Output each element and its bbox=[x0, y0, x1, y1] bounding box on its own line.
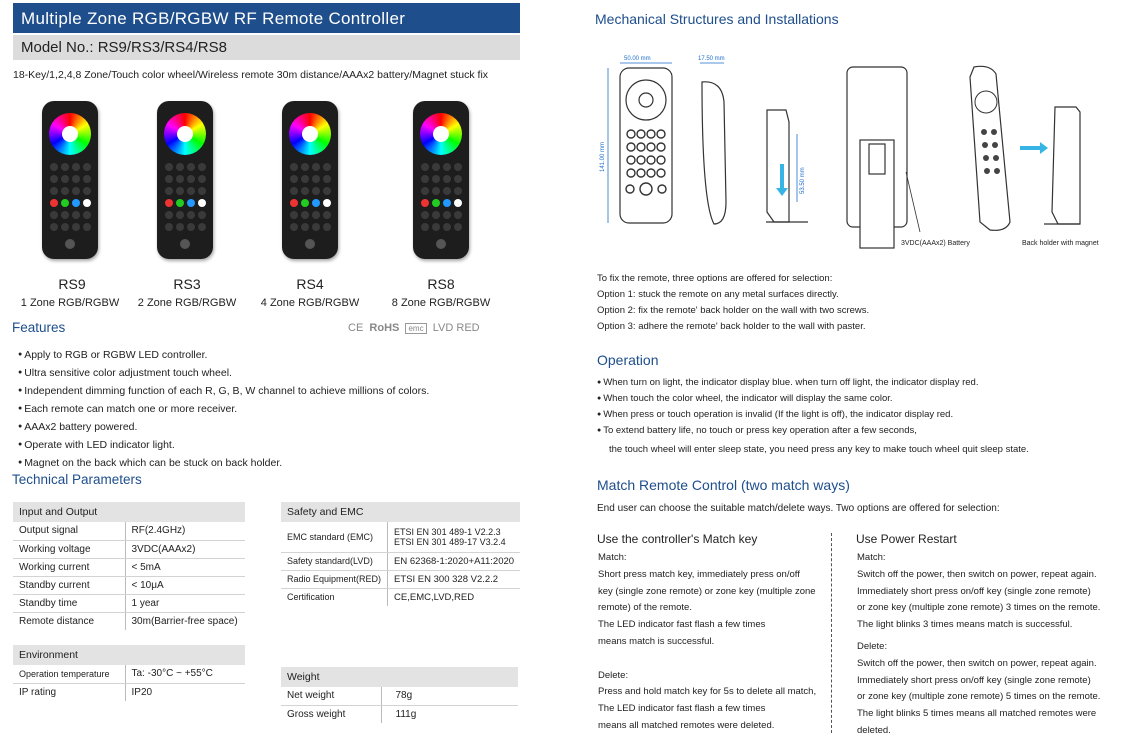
dim-screw: 53.50 mm bbox=[800, 167, 806, 194]
param-value: IP20 bbox=[131, 686, 153, 698]
match-line: Switch off the power, then switch on power, repeat again. bbox=[857, 657, 1097, 669]
power-key bbox=[65, 239, 75, 249]
remote-key bbox=[187, 211, 195, 219]
remote-key bbox=[323, 199, 331, 207]
remote-rs8-image bbox=[413, 101, 469, 259]
param-label: Output signal bbox=[13, 522, 125, 540]
product-name: RS4 bbox=[296, 276, 324, 292]
safety-title: Safety and EMC bbox=[281, 502, 520, 522]
product-name: RS3 bbox=[173, 276, 201, 292]
param-label: Radio Equipment(RED) bbox=[281, 570, 388, 588]
remote-rs3-image bbox=[157, 101, 213, 259]
certification-logos bbox=[348, 322, 480, 334]
remote-key bbox=[165, 175, 173, 183]
remote-key bbox=[187, 187, 195, 195]
match-line: The light blinks 3 times means match is successful. bbox=[857, 619, 1073, 631]
feature-item: ● AAAx2 battery powered. bbox=[18, 418, 429, 436]
match-line: The LED indicator fast flash a few times bbox=[598, 619, 766, 631]
product-desc: 2 Zone RGB/RGBW bbox=[137, 297, 237, 309]
remote-key bbox=[443, 199, 451, 207]
fix-line: Option 3: adhere the remote' back holder to the wall with paster. bbox=[597, 321, 866, 332]
param-label: Standby time bbox=[13, 594, 125, 612]
remote-key bbox=[421, 211, 429, 219]
column-divider bbox=[831, 533, 832, 733]
remote-key bbox=[421, 187, 429, 195]
remote-key bbox=[312, 199, 320, 207]
remote-key bbox=[187, 163, 195, 171]
remote-key bbox=[443, 163, 451, 171]
safety-table bbox=[281, 502, 520, 606]
match-line: Delete: bbox=[598, 669, 629, 681]
product-name: RS8 bbox=[427, 276, 455, 292]
match-line: means match is successful. bbox=[598, 635, 715, 647]
remote-key bbox=[50, 199, 58, 207]
param-value: ETSI EN 301 489-17 V3.2.4 bbox=[394, 536, 506, 547]
remote-key bbox=[165, 199, 173, 207]
match-right-title: Use Power Restart bbox=[856, 532, 957, 546]
remote-key bbox=[198, 211, 206, 219]
remote-key bbox=[432, 211, 440, 219]
io-table bbox=[13, 502, 245, 630]
param-label: Working current bbox=[13, 558, 125, 576]
remote-key bbox=[454, 187, 462, 195]
remote-key bbox=[301, 187, 309, 195]
remote-key bbox=[421, 223, 429, 231]
dim-width: 50.00 mm bbox=[624, 56, 651, 62]
match-line: remote) of the remote. bbox=[598, 602, 692, 614]
param-label: EMC standard (EMC) bbox=[281, 522, 388, 552]
remote-key bbox=[454, 211, 462, 219]
remote-key bbox=[176, 211, 184, 219]
remote-key bbox=[61, 187, 69, 195]
remote-key bbox=[432, 223, 440, 231]
param-value: CE,EMC,LVD,RED bbox=[394, 591, 475, 603]
lvd-mark: LVD bbox=[432, 322, 454, 334]
match-heading: Match Remote Control (two match ways) bbox=[597, 477, 850, 493]
remote-key bbox=[301, 211, 309, 219]
power-key bbox=[180, 239, 190, 249]
remote-key bbox=[290, 199, 298, 207]
remote-key bbox=[421, 199, 429, 207]
remote-key bbox=[61, 163, 69, 171]
spacer bbox=[598, 651, 816, 668]
remote-key bbox=[187, 223, 195, 231]
remote-key bbox=[83, 163, 91, 171]
operation-continuation: the touch wheel will enter sleep state, you need press any key to make touch wheel quit sleep state. bbox=[609, 444, 1029, 455]
remote-key bbox=[187, 175, 195, 183]
remote-key bbox=[72, 163, 80, 171]
weight-table bbox=[281, 667, 518, 723]
remote-key bbox=[312, 223, 320, 231]
remote-key bbox=[165, 187, 173, 195]
remote-key bbox=[301, 223, 309, 231]
mech-heading: Mechanical Structures and Installations bbox=[595, 11, 839, 27]
remote-key bbox=[454, 163, 462, 171]
fix-line: To fix the remote, three options are offered for selection: bbox=[597, 273, 833, 284]
match-left-steps bbox=[598, 550, 816, 735]
match-line: Short press match key, immediately press on/off bbox=[598, 568, 800, 580]
document-title: Multiple Zone RGB/RGBW RF Remote Controller bbox=[13, 3, 520, 33]
remote-key bbox=[454, 223, 462, 231]
product-name: RS9 bbox=[58, 276, 86, 292]
remote-key bbox=[301, 175, 309, 183]
battery-compartment bbox=[860, 140, 894, 248]
back-holder-outline bbox=[1052, 107, 1080, 224]
remote-key bbox=[443, 175, 451, 183]
remote-key bbox=[72, 199, 80, 207]
dim-height: 141.00 mm bbox=[600, 141, 606, 172]
match-line: Immediately short press on/off key (single zone remote) bbox=[857, 585, 1091, 597]
rohs-mark: RoHS bbox=[369, 322, 400, 334]
remote-key bbox=[50, 223, 58, 231]
operation-item: ● To extend battery life, no touch or press key operation after a few seconds, bbox=[597, 423, 978, 439]
param-label: Gross weight bbox=[281, 705, 381, 723]
features-list bbox=[18, 346, 429, 472]
match-line: deleted. bbox=[857, 724, 891, 736]
match-line: Delete: bbox=[857, 640, 888, 652]
remote-key bbox=[290, 163, 298, 171]
param-value: 3VDC(AAAx2) bbox=[125, 540, 245, 558]
param-value: < 10μA bbox=[125, 576, 245, 594]
remote-key bbox=[443, 187, 451, 195]
param-label: Net weight bbox=[281, 687, 381, 705]
holder-label: Back holder with magnet bbox=[1022, 240, 1099, 247]
remote-key bbox=[176, 175, 184, 183]
emc-mark: emc bbox=[405, 323, 426, 334]
power-key bbox=[436, 239, 446, 249]
remote-key bbox=[61, 199, 69, 207]
remote-key bbox=[176, 199, 184, 207]
match-line: Match: bbox=[857, 552, 886, 563]
match-line: Switch off the power, then switch on power, repeat again. bbox=[857, 568, 1097, 580]
tech-heading: Technical Parameters bbox=[12, 472, 142, 487]
param-value: < 5mA bbox=[125, 558, 245, 576]
remote-key bbox=[432, 187, 440, 195]
remote-key bbox=[61, 223, 69, 231]
red-mark: RED bbox=[456, 322, 480, 334]
operation-heading: Operation bbox=[597, 352, 659, 368]
remote-key bbox=[301, 163, 309, 171]
remote-key bbox=[443, 211, 451, 219]
remote-key bbox=[83, 211, 91, 219]
param-value: 1 year bbox=[125, 594, 245, 612]
environment-table bbox=[13, 645, 245, 701]
side-view-outline bbox=[702, 82, 726, 224]
remote-key bbox=[323, 187, 331, 195]
match-line: or zone key (multiple zone remote) 5 times on the remote. bbox=[857, 691, 1101, 703]
remote-key bbox=[198, 163, 206, 171]
match-line: The LED indicator fast flash a few times bbox=[598, 703, 766, 715]
battery-label: 3VDC(AAAx2) Battery bbox=[901, 240, 970, 247]
param-label: Certification bbox=[281, 588, 388, 606]
remote-key bbox=[50, 211, 58, 219]
remote-key bbox=[61, 175, 69, 183]
feature-item: ● Each remote can match one or more receiver. bbox=[18, 400, 429, 418]
remote-key bbox=[432, 163, 440, 171]
wheel-outline bbox=[626, 80, 666, 120]
feature-item: ● Apply to RGB or RGBW LED controller. bbox=[18, 346, 429, 364]
param-value: EN 62368-1:2020+A11:2020 bbox=[388, 552, 521, 570]
fix-options bbox=[597, 271, 869, 335]
feature-item: ● Ultra sensitive color adjustment touch wheel. bbox=[18, 364, 429, 382]
match-line: Match: bbox=[598, 552, 627, 563]
operation-item: ● When press or touch operation is invalid (If the light is off), the indicator display red. bbox=[597, 407, 978, 423]
feature-item: ● Magnet on the back which can be stuck on back holder. bbox=[18, 454, 429, 472]
right-arrow-icon bbox=[1020, 146, 1040, 150]
remote-key bbox=[165, 223, 173, 231]
product-desc: 1 Zone RGB/RGBW bbox=[20, 297, 120, 309]
down-arrow-icon bbox=[780, 164, 784, 188]
remote-key bbox=[323, 175, 331, 183]
remote-key bbox=[290, 187, 298, 195]
feature-item: ● Independent dimming function of each R, G, B, W channel to achieve millions of colors. bbox=[18, 382, 429, 400]
param-value: ETSI EN 301 489-1 V2.2.3 bbox=[394, 526, 501, 537]
remote-key bbox=[290, 223, 298, 231]
operation-item: ● When turn on light, the indicator display blue. when turn off light, the indicator display red. bbox=[597, 375, 978, 391]
remote-key bbox=[312, 163, 320, 171]
match-line: key (single zone remote) or zone key (multiple zone bbox=[598, 585, 816, 597]
remote-key bbox=[72, 175, 80, 183]
holder-side-outline bbox=[767, 110, 789, 222]
remote-key bbox=[290, 211, 298, 219]
remote-key bbox=[454, 175, 462, 183]
remote-key bbox=[176, 223, 184, 231]
product-desc: 8 Zone RGB/RGBW bbox=[391, 297, 491, 309]
remote-key bbox=[432, 175, 440, 183]
remote-key bbox=[323, 211, 331, 219]
match-right-steps bbox=[857, 550, 1100, 740]
dim-depth: 17.50 mm bbox=[698, 56, 725, 62]
param-label: Working voltage bbox=[13, 540, 125, 558]
match-intro: End user can choose the suitable match/delete ways. Two options are offered for selection: bbox=[597, 503, 1000, 514]
remote-rs4-image bbox=[282, 101, 338, 259]
remote-key bbox=[50, 187, 58, 195]
param-label: Standby current bbox=[13, 576, 125, 594]
remote-key bbox=[50, 163, 58, 171]
io-title: Input and Output bbox=[13, 502, 245, 522]
remote-key bbox=[198, 199, 206, 207]
remote-key bbox=[323, 163, 331, 171]
remote-key bbox=[72, 187, 80, 195]
model-number: Model No.: RS9/RS3/RS4/RS8 bbox=[13, 35, 520, 60]
remote-key bbox=[61, 211, 69, 219]
remote-key bbox=[432, 199, 440, 207]
match-line: Immediately short press on/off key (single zone remote) bbox=[857, 674, 1091, 686]
match-line: The light blinks 5 times means all matched remotes were bbox=[857, 708, 1097, 720]
remote-key bbox=[72, 211, 80, 219]
param-value: Ta: -30°C ~ +55°C bbox=[125, 665, 245, 683]
remote-key bbox=[312, 187, 320, 195]
remote-key bbox=[50, 175, 58, 183]
param-value: 78g bbox=[381, 687, 518, 705]
remote-key bbox=[312, 211, 320, 219]
match-line: or zone key (multiple zone remote) 3 times on the remote. bbox=[857, 602, 1101, 614]
remote-key bbox=[443, 223, 451, 231]
ce-mark: CE bbox=[348, 322, 364, 334]
remote-key bbox=[421, 163, 429, 171]
weight-title: Weight bbox=[281, 667, 518, 687]
match-left-title: Use the controller's Match key bbox=[597, 532, 758, 546]
fix-line: Option 1: stuck the remote on any metal surfaces directly. bbox=[597, 289, 839, 300]
remote-key bbox=[198, 175, 206, 183]
match-line: means all matched remotes were deleted. bbox=[598, 719, 775, 731]
power-key bbox=[305, 239, 315, 249]
remote-key bbox=[176, 163, 184, 171]
param-label: Operation temperature bbox=[13, 665, 125, 683]
remote-key bbox=[83, 175, 91, 183]
env-title: Environment bbox=[13, 645, 245, 665]
remote-key bbox=[72, 223, 80, 231]
param-label: Safety standard(LVD) bbox=[281, 552, 388, 570]
param-value: 30m(Barrier-free space) bbox=[131, 615, 238, 627]
remote-key bbox=[176, 187, 184, 195]
param-label: Remote distance bbox=[13, 612, 125, 630]
mechanical-drawing bbox=[590, 52, 1110, 252]
param-label: IP rating bbox=[13, 683, 125, 701]
remote-rs9-image bbox=[42, 101, 98, 259]
operation-list bbox=[597, 375, 978, 439]
remote-key bbox=[290, 175, 298, 183]
param-value: ETSI EN 300 328 V2.2.2 bbox=[388, 570, 521, 588]
remote-key bbox=[301, 199, 309, 207]
match-line: Press and hold match key for 5s to delete all match, bbox=[598, 686, 817, 698]
remote-key bbox=[83, 187, 91, 195]
remote-key bbox=[421, 175, 429, 183]
features-heading: Features bbox=[12, 320, 66, 335]
remote-key bbox=[187, 199, 195, 207]
tagline: 18-Key/1,2,4,8 Zone/Touch color wheel/Wireless remote 30m distance/AAAx2 battery/Magnet stuck fix bbox=[13, 69, 489, 81]
product-desc: 4 Zone RGB/RGBW bbox=[260, 297, 360, 309]
remote-key bbox=[198, 223, 206, 231]
param-value: 111g bbox=[395, 708, 417, 720]
remote-key bbox=[83, 223, 91, 231]
remote-key bbox=[165, 211, 173, 219]
param-value: RF(2.4GHz) bbox=[125, 522, 245, 540]
remote-key bbox=[312, 175, 320, 183]
rear-view-outline bbox=[970, 66, 1010, 230]
fix-line: Option 2: fix the remote' back holder on the wall with two screws. bbox=[597, 305, 870, 316]
remote-key bbox=[83, 199, 91, 207]
remote-key bbox=[454, 199, 462, 207]
operation-item: ● When touch the color wheel, the indicator will display the same color. bbox=[597, 391, 978, 407]
feature-item: ● Operate with LED indicator light. bbox=[18, 436, 429, 454]
remote-key bbox=[165, 163, 173, 171]
remote-key bbox=[198, 187, 206, 195]
remote-key bbox=[323, 223, 331, 231]
